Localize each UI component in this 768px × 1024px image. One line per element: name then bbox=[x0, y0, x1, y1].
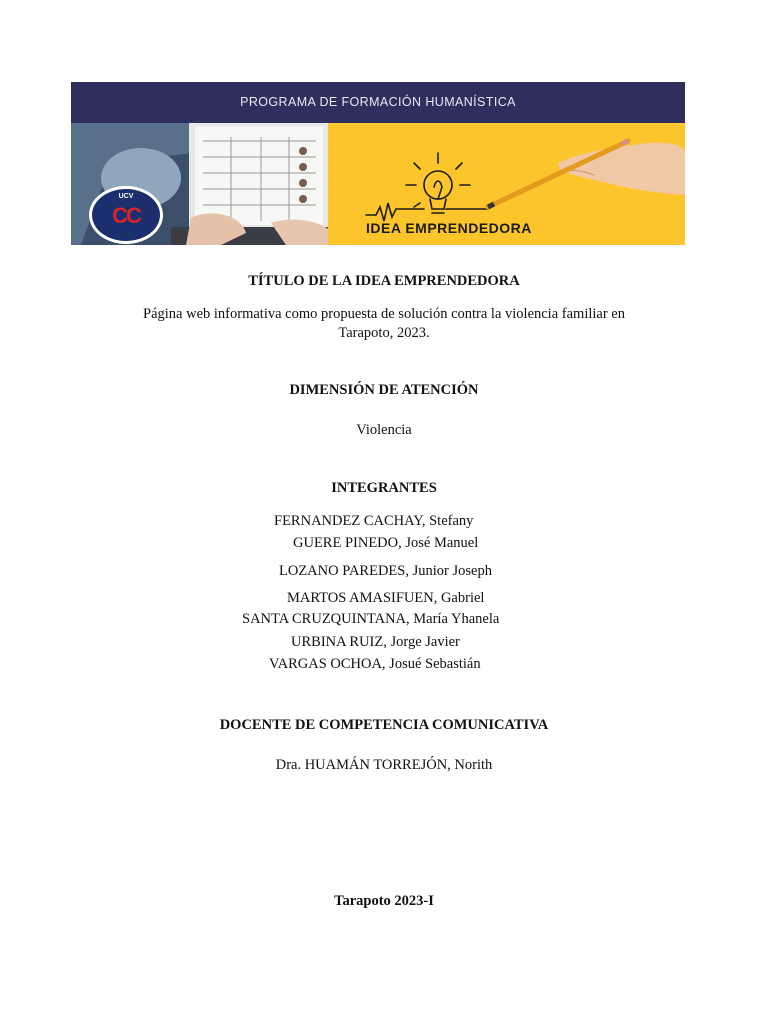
dimension-heading: DIMENSIÓN DE ATENCIÓN bbox=[289, 382, 479, 398]
teacher-name: Dra. HUAMÁN TORREJÓN, Norith bbox=[275, 757, 493, 773]
laptop-photo bbox=[71, 123, 328, 245]
title-line-1: Página web informativa como propuesta de solución contra la violencia familiar en bbox=[143, 306, 625, 322]
teacher-heading: DOCENTE DE COMPETENCIA COMUNICATIVA bbox=[219, 717, 549, 733]
idea-label: IDEA EMPRENDEDORA bbox=[366, 220, 532, 236]
members-heading: INTEGRANTES bbox=[331, 480, 437, 496]
pencil-hand-icon bbox=[488, 141, 685, 207]
member-item: GUERE PINEDO, José Manuel bbox=[293, 535, 479, 551]
title-heading: TÍTULO DE LA IDEA EMPRENDEDORA bbox=[248, 273, 520, 289]
member-item: FERNANDEZ CACHAY, Stefany bbox=[274, 513, 474, 529]
footer-location-term: Tarapoto 2023-I bbox=[334, 893, 434, 909]
header-banner bbox=[71, 82, 685, 245]
title-line-2: Tarapoto, 2023. bbox=[338, 325, 430, 341]
ucv-logo: UCV CC bbox=[89, 186, 163, 244]
member-item: VARGAS OCHOA, Josué Sebastián bbox=[269, 656, 481, 672]
member-item: URBINA RUIZ, Jorge Javier bbox=[291, 634, 460, 650]
idea-panel bbox=[328, 123, 685, 245]
member-item: MARTOS AMASIFUEN, Gabriel bbox=[287, 590, 485, 606]
program-title: PROGRAMA DE FORMACIÓN HUMANÍSTICA bbox=[240, 95, 516, 109]
dimension-value: Violencia bbox=[356, 422, 412, 438]
member-item: SANTA CRUZQUINTANA, María Yhanela bbox=[242, 611, 500, 627]
member-item: LOZANO PAREDES, Junior Joseph bbox=[279, 563, 492, 579]
